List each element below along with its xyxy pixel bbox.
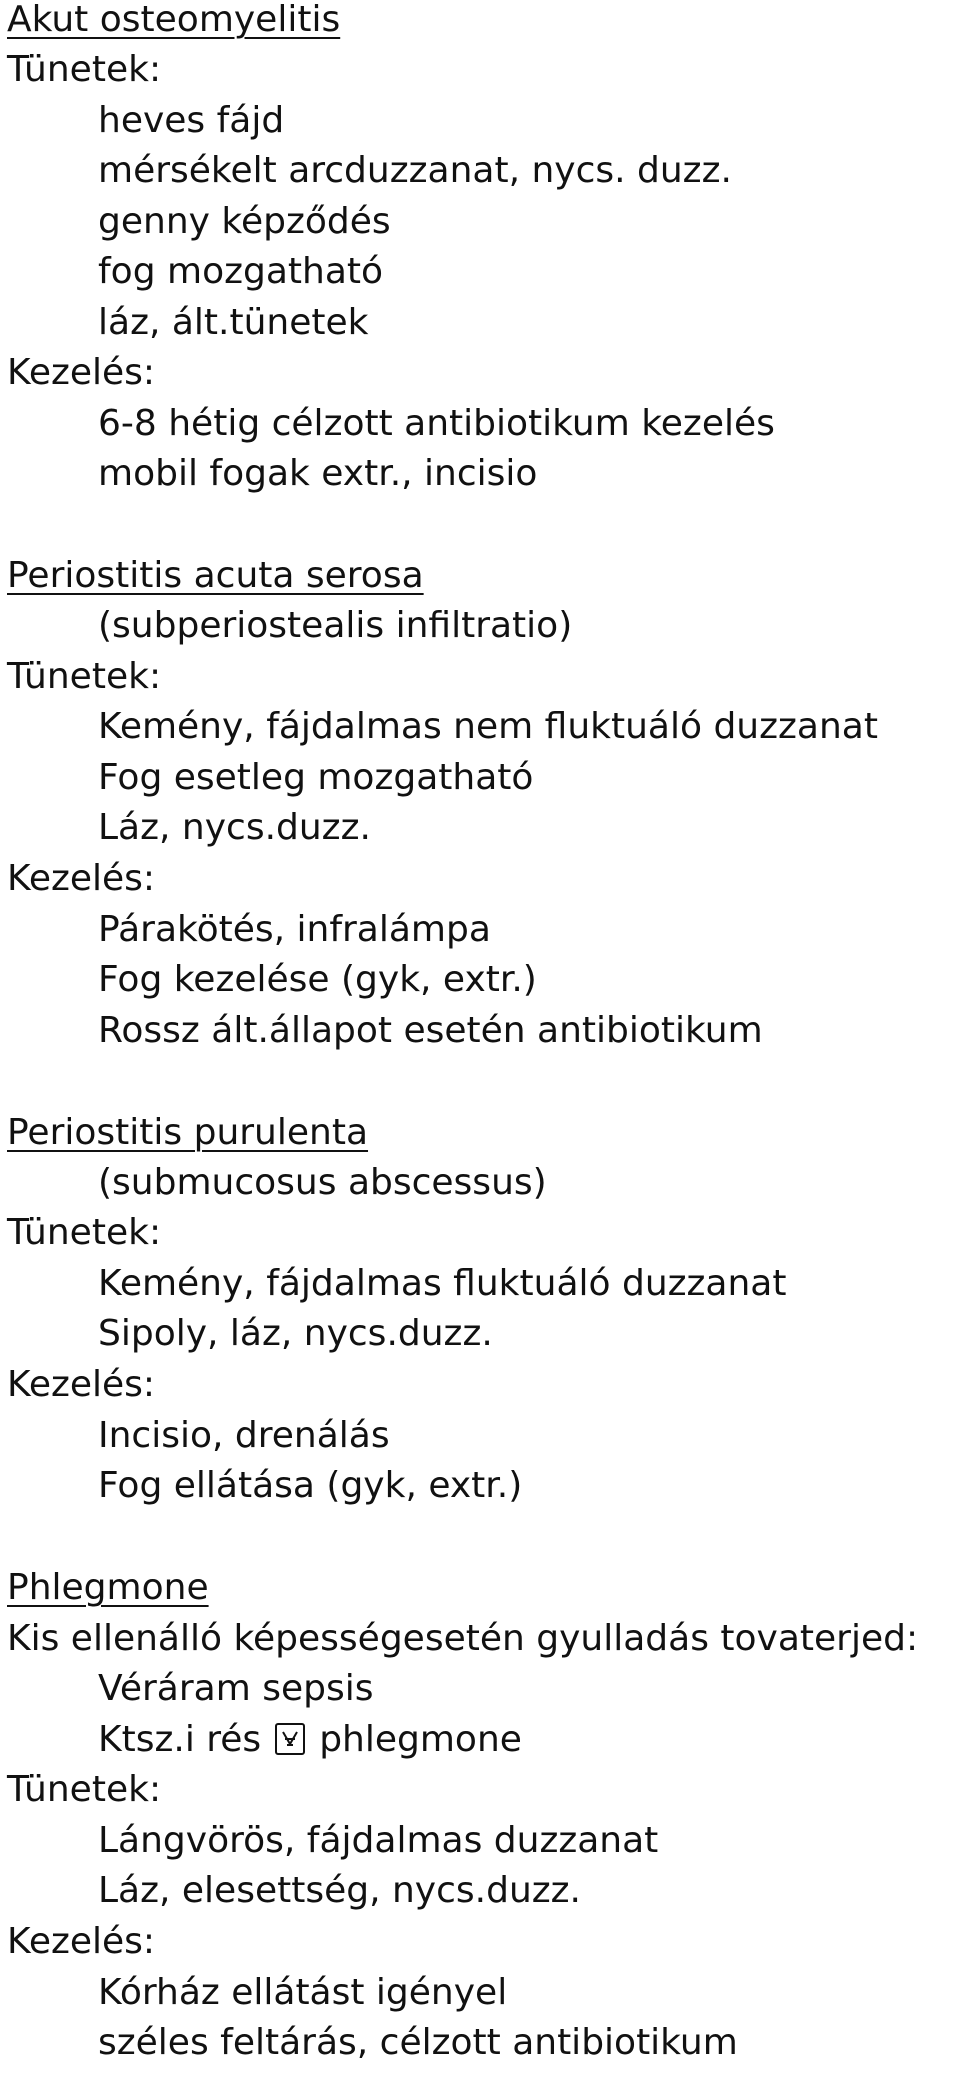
section-subtitle: (submucosus abscessus) [98, 1162, 547, 1203]
treatment-label: Kezelés: [7, 352, 156, 393]
symptom-item: Fog esetleg mozgatható [98, 757, 534, 798]
symptoms-label: Tünetek: [7, 1769, 162, 1810]
symptom-item: Láz, nycs.duzz. [98, 807, 371, 848]
treatment-label: Kezelés: [7, 1364, 156, 1405]
treatment-item: 6-8 hétig célzott antibiotikum kezelés [98, 403, 775, 444]
symptom-item: heves fájd [98, 100, 285, 141]
symptoms-label: Tünetek: [7, 49, 162, 90]
spread-item: Ktsz.i rés [98, 1719, 262, 1760]
spread-item: phlegmone [319, 1719, 522, 1760]
section-intro: Kis ellenálló képességesetén gyulladás tovaterjed: [7, 1618, 919, 1659]
treatment-label: Kezelés: [7, 858, 156, 899]
treatment-item: Kórház ellátást igényel [98, 1972, 508, 2013]
symptom-item: fog mozgatható [98, 251, 384, 292]
treatment-item: mobil fogak extr., incisio [98, 453, 538, 494]
treatment-item: Fog ellátása (gyk, extr.) [98, 1465, 523, 1506]
spread-item: Véráram sepsis [98, 1668, 374, 1709]
symptom-item: mérsékelt arcduzzanat, nycs. duzz. [98, 150, 732, 191]
section-title-phlegmone: Phlegmone [7, 1567, 209, 1608]
symptom-item: Lángvörös, fájdalmas duzzanat [98, 1820, 659, 1861]
symptom-item: Kemény, fájdalmas nem fluktuáló duzzanat [98, 706, 878, 747]
treatment-item: Incisio, drenálás [98, 1415, 390, 1456]
symptom-item: láz, ált.tünetek [98, 302, 369, 343]
treatment-item: széles feltárás, célzott antibiotikum [98, 2022, 738, 2063]
treatment-item: Párakötés, infralámpa [98, 909, 491, 950]
section-subtitle: (subperiostealis infiltratio) [98, 605, 573, 646]
section-title-periostitis-acuta-serosa: Periostitis acuta serosa [7, 555, 424, 596]
symptom-item: Sipoly, láz, nycs.duzz. [98, 1313, 493, 1354]
treatment-item: Fog kezelése (gyk, extr.) [98, 959, 537, 1000]
symptoms-label: Tünetek: [7, 1212, 162, 1253]
symptoms-label: Tünetek: [7, 656, 162, 697]
symptom-item: genny képződés [98, 201, 391, 242]
symptom-item: Kemény, fájdalmas fluktuáló duzzanat [98, 1263, 787, 1304]
treatment-item: Rossz ált.állapot esetén antibiotikum [98, 1010, 763, 1051]
missing-glyph-icon [275, 1723, 305, 1755]
treatment-label: Kezelés: [7, 1921, 156, 1962]
symptom-item: Láz, elesettség, nycs.duzz. [98, 1870, 581, 1911]
section-title-periostitis-purulenta: Periostitis purulenta [7, 1112, 369, 1153]
spread-item-row [98, 1715, 522, 1765]
section-title-akut-osteomyelitis: Akut osteomyelitis [7, 0, 341, 40]
